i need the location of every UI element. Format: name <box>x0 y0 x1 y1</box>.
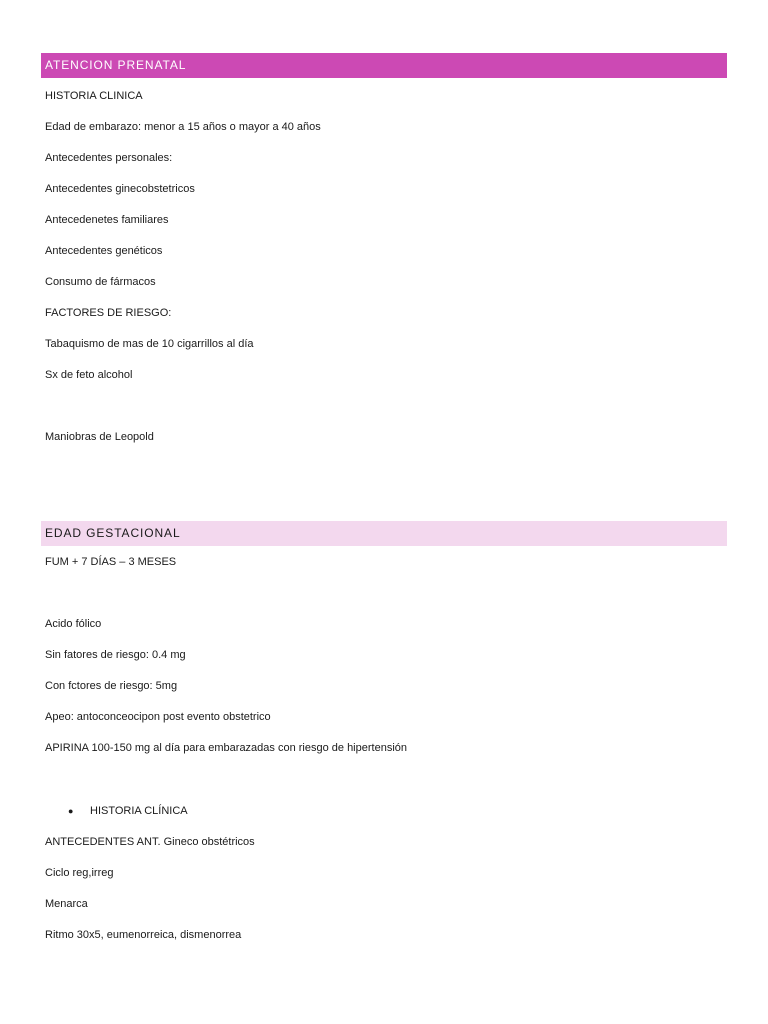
text-line: Sx de feto alcohol <box>45 369 133 381</box>
text-line: FACTORES DE RIESGO: <box>45 307 172 319</box>
text-line: Sin fatores de riesgo: 0.4 mg <box>45 649 186 661</box>
text-line: Tabaquismo de mas de 10 cigarrillos al día <box>45 338 254 350</box>
text-line: Antecedentes personales: <box>45 152 173 164</box>
text-line: Consumo de fármacos <box>45 276 156 288</box>
text-line: Ciclo reg,irreg <box>45 867 114 879</box>
text-line: Edad de embarazo: menor a 15 años o mayor a 40 años <box>45 121 321 133</box>
text-line: Antecedentes ginecobstetricos <box>45 183 195 195</box>
text-line: HISTORIA CLINICA <box>45 90 143 102</box>
bullet-icon: ● <box>68 806 74 816</box>
text-line: Ritmo 30x5, eumenorreica, dismenorrea <box>45 929 242 941</box>
text-line: FUM + 7 DÍAS – 3 MESES <box>45 556 177 568</box>
text-line: ANTECEDENTES ANT. Gineco obstétricos <box>45 836 255 848</box>
bullet-list-item <box>68 804 188 818</box>
text-line: Maniobras de Leopold <box>45 431 154 443</box>
section-heading-atencion-prenatal: ATENCION PRENATAL <box>41 53 727 78</box>
text-line: Menarca <box>45 898 88 910</box>
section-heading-edad-gestacional: EDAD GESTACIONAL <box>41 521 727 546</box>
text-line: Antecedentes genéticos <box>45 245 163 257</box>
text-line: Con fctores de riesgo: 5mg <box>45 680 178 692</box>
text-line: Antecedenetes familiares <box>45 214 169 226</box>
bullet-text: HISTORIA CLÍNICA <box>90 805 188 817</box>
text-line: Apeo: antoconceocipon post evento obstetrico <box>45 711 271 723</box>
text-line: APIRINA 100-150 mg al día para embarazadas con riesgo de hipertensión <box>45 742 407 754</box>
text-line: Acido fólico <box>45 618 102 630</box>
